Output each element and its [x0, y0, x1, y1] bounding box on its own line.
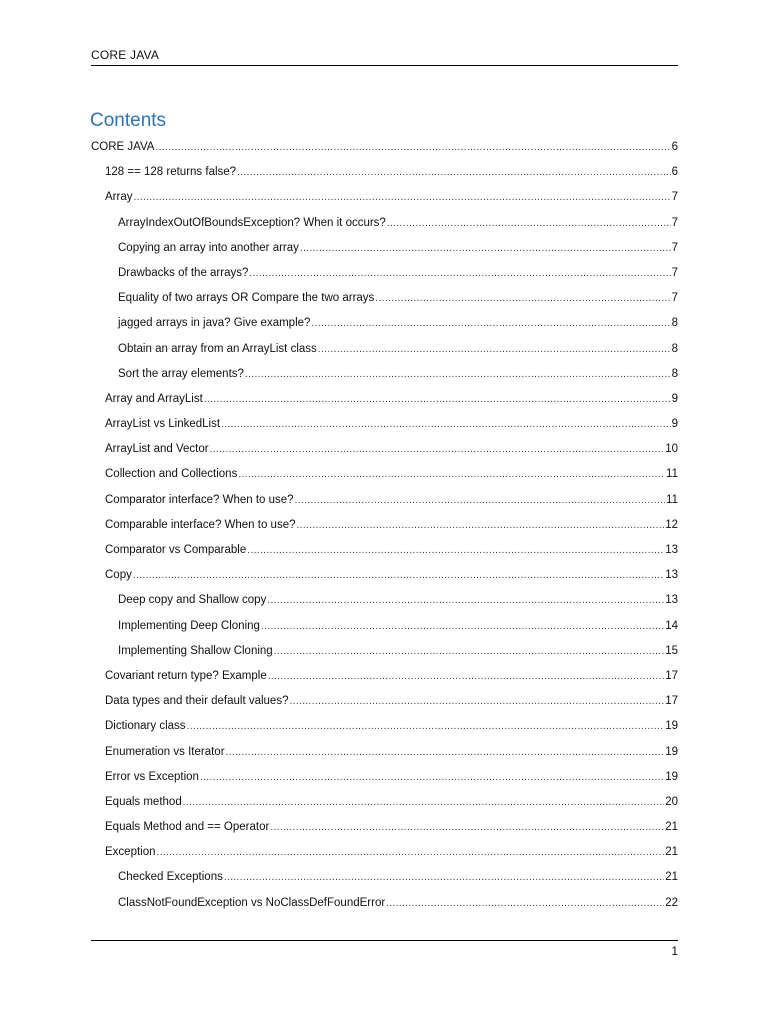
toc-entry-title[interactable]: Drawbacks of the arrays?	[118, 266, 249, 279]
page-number: 1	[671, 944, 678, 958]
toc-entry-title[interactable]: Covariant return type? Example	[105, 669, 267, 682]
header-rule	[91, 65, 678, 66]
toc-entry-page[interactable]: 13	[665, 544, 678, 556]
toc-entry[interactable]	[91, 286, 678, 311]
toc-entry[interactable]	[91, 740, 678, 765]
page-header	[91, 48, 677, 62]
toc-entry-title[interactable]: ClassNotFoundException vs NoClassDefFoundError	[118, 896, 386, 909]
dot-leader	[210, 440, 665, 460]
toc-entry[interactable]	[91, 614, 678, 639]
dot-leader	[289, 692, 664, 712]
toc-entry-title[interactable]: Exception	[105, 846, 156, 859]
toc-entry-title[interactable]: Array and ArrayList	[105, 392, 203, 405]
toc-entry[interactable]	[91, 412, 678, 437]
toc-entry-title[interactable]: 128 == 128 returns false?	[105, 166, 237, 179]
toc-entry[interactable]	[91, 261, 678, 286]
dot-leader	[200, 768, 664, 788]
dot-leader	[387, 214, 671, 234]
dot-leader	[221, 415, 671, 435]
toc-entry-page[interactable]: 19	[665, 770, 678, 783]
toc-entry-title[interactable]: Equality of two arrays OR Compare the two arrays	[118, 292, 375, 305]
toc-entry-page[interactable]: 21	[665, 821, 678, 834]
dot-leader	[133, 566, 664, 586]
toc-entry[interactable]	[91, 513, 678, 538]
toc-entry-page[interactable]: 7	[671, 266, 678, 279]
toc-entry[interactable]	[91, 211, 678, 236]
contents-title: Contents	[90, 110, 167, 131]
dot-leader	[297, 516, 665, 536]
toc-entry[interactable]	[91, 462, 678, 487]
toc-entry[interactable]	[91, 714, 678, 739]
toc-entry-page[interactable]: 8	[671, 342, 678, 355]
toc-entry-title[interactable]: Sort the array elements?	[118, 367, 244, 380]
toc-entry[interactable]	[91, 840, 678, 865]
toc-entry[interactable]	[91, 891, 678, 916]
toc-entry-title[interactable]: CORE JAVA	[91, 141, 155, 153]
toc-entry-page[interactable]: 10	[665, 443, 678, 456]
toc-entry[interactable]	[91, 865, 678, 890]
dot-leader	[187, 717, 665, 737]
toc-entry[interactable]	[91, 790, 678, 815]
toc-entry-title[interactable]: Implementing Deep Cloning	[118, 619, 260, 632]
toc-entry[interactable]	[91, 185, 678, 210]
toc-entry-title[interactable]: ArrayList vs LinkedList	[105, 418, 221, 431]
toc-entry[interactable]	[91, 362, 678, 387]
toc-entry-title[interactable]: Dictionary class	[105, 720, 186, 733]
toc-entry[interactable]	[91, 387, 678, 412]
toc-entry-title[interactable]: Data types and their default values?	[105, 695, 289, 708]
toc-entry[interactable]	[91, 815, 678, 840]
toc-entry-page[interactable]: 19	[665, 745, 678, 758]
toc-entry-page[interactable]: 15	[665, 644, 678, 657]
toc-entry[interactable]	[91, 437, 678, 462]
dot-leader	[204, 390, 671, 410]
toc-entry-title[interactable]: Deep copy and Shallow copy	[118, 594, 267, 607]
toc-entry-page[interactable]: 6	[671, 141, 678, 153]
toc-entry-page[interactable]: 22	[665, 896, 678, 909]
dot-leader	[267, 591, 664, 611]
dot-leader	[226, 743, 665, 763]
toc-entry-page[interactable]: 13	[665, 594, 678, 607]
dot-leader	[386, 894, 664, 914]
dot-leader	[375, 289, 670, 309]
toc-entry-page[interactable]: 17	[665, 669, 678, 682]
toc-entry-title[interactable]: Comparator vs Comparable	[105, 544, 247, 556]
toc-entry-title[interactable]: Equals Method and == Operator	[105, 821, 270, 834]
toc-entry-title[interactable]: Error vs Exception	[105, 770, 199, 783]
toc-entry[interactable]	[91, 538, 678, 563]
dot-leader	[261, 617, 664, 637]
dot-leader	[155, 138, 670, 158]
toc-entry-title[interactable]: Collection and Collections	[105, 468, 238, 481]
toc-entry-page[interactable]: 7	[671, 216, 678, 229]
toc-entry[interactable]	[91, 337, 678, 362]
dot-leader	[245, 365, 671, 385]
toc-entry[interactable]	[91, 160, 678, 185]
running-title: CORE JAVA	[91, 48, 160, 62]
toc-entry-title[interactable]: Enumeration vs Iterator	[105, 745, 225, 758]
dot-leader	[295, 491, 665, 511]
toc-entry-page[interactable]: 9	[671, 392, 678, 405]
toc-entry-page[interactable]: 11	[666, 493, 678, 506]
toc-entry-page[interactable]: 17	[665, 695, 678, 708]
toc-entry-title[interactable]: Checked Exceptions	[118, 871, 223, 884]
dot-leader	[249, 264, 670, 284]
toc-entry-page[interactable]: 21	[665, 871, 678, 884]
table-of-contents	[91, 135, 678, 916]
dot-leader	[247, 541, 664, 561]
toc-entry[interactable]	[91, 588, 678, 613]
toc-entry[interactable]	[91, 664, 678, 689]
toc-entry[interactable]	[91, 639, 678, 664]
toc-entry[interactable]	[91, 135, 678, 160]
dot-leader	[157, 843, 665, 863]
toc-entry-page[interactable]: 20	[665, 795, 678, 808]
toc-entry[interactable]	[91, 563, 678, 588]
dot-leader	[183, 793, 664, 813]
footer-rule	[91, 940, 678, 941]
toc-entry-page[interactable]: 7	[671, 191, 678, 204]
toc-entry-page[interactable]: 14	[665, 619, 678, 632]
toc-entry-page[interactable]: 7	[671, 241, 678, 254]
toc-entry-title[interactable]: Array	[105, 191, 133, 204]
dot-leader	[311, 314, 670, 334]
dot-leader	[224, 868, 664, 888]
toc-entry-page[interactable]: 7	[671, 292, 678, 305]
toc-entry-title[interactable]: ArrayIndexOutOfBoundsException? When it occurs?	[118, 216, 386, 229]
dot-leader	[270, 818, 664, 838]
toc-entry-title[interactable]: Implementing Shallow Cloning	[118, 644, 273, 657]
dot-leader	[300, 239, 671, 259]
toc-entry-page[interactable]: 8	[671, 317, 678, 330]
dot-leader	[133, 188, 670, 208]
toc-entry[interactable]	[91, 311, 678, 336]
toc-entry-page[interactable]: 13	[665, 569, 678, 582]
toc-entry-page[interactable]: 11	[666, 468, 678, 481]
toc-entry-title[interactable]: jagged arrays in java? Give example?	[118, 317, 311, 330]
dot-leader	[318, 340, 671, 360]
toc-entry-page[interactable]: 19	[665, 720, 678, 733]
dot-leader	[274, 642, 665, 662]
toc-entry-page[interactable]: 12	[665, 518, 678, 531]
toc-entry-title[interactable]: Comparable interface? When to use?	[105, 518, 296, 531]
toc-entry[interactable]	[91, 689, 678, 714]
toc-entry-page[interactable]: 9	[671, 418, 678, 431]
toc-entry-title[interactable]: Comparator interface? When to use?	[105, 493, 294, 506]
dot-leader	[237, 163, 671, 183]
toc-entry-title[interactable]: Equals method	[105, 795, 182, 808]
toc-entry-title[interactable]: ArrayList and Vector	[105, 443, 209, 456]
dot-leader	[268, 667, 664, 687]
toc-entry-title[interactable]: Obtain an array from an ArrayList class	[118, 342, 317, 355]
dot-leader	[238, 465, 665, 485]
toc-entry[interactable]	[91, 765, 678, 790]
toc-entry-title[interactable]: Copy	[105, 569, 132, 582]
toc-entry-page[interactable]: 6	[671, 166, 678, 179]
toc-entry[interactable]	[91, 488, 678, 513]
toc-entry-title[interactable]: Copying an array into another array	[118, 241, 299, 254]
toc-entry-page[interactable]: 21	[665, 846, 678, 859]
toc-entry[interactable]	[91, 236, 678, 261]
toc-entry-page[interactable]: 8	[671, 367, 678, 380]
